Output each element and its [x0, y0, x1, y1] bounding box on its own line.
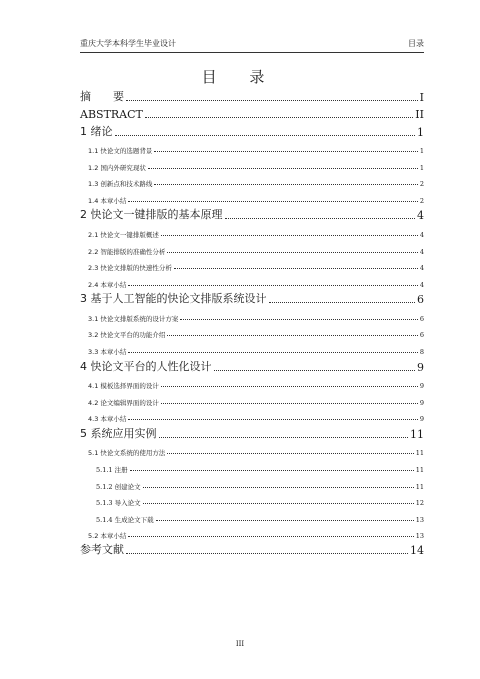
toc-entry-label: 5.1.4 生成论文下载: [96, 515, 154, 524]
toc-entry-page: 9: [417, 360, 424, 374]
toc-entry-page: 11: [415, 449, 424, 458]
toc-leader-dots: [128, 536, 413, 537]
toc-entry-label: 4.2 论文编辑界面的设计: [88, 398, 159, 407]
toc-leader-dots: [128, 352, 417, 353]
toc-leader-dots: [161, 235, 418, 236]
toc-entry-label: 3.3 本章小结: [88, 348, 127, 357]
toc-entry-page: 4: [419, 230, 424, 239]
toc-leader-dots: [167, 252, 417, 253]
toc-entry-page: 2: [419, 180, 424, 189]
header-left-text: 重庆大学本科学生毕业设计: [80, 39, 176, 48]
toc-entry[interactable]: [80, 407, 424, 424]
toc-leader-dots: [126, 553, 408, 554]
toc-leader-dots: [126, 100, 418, 101]
toc-leader-dots: [161, 403, 418, 404]
toc-leader-dots: [225, 218, 416, 219]
toc-leader-dots: [148, 168, 418, 169]
toc-leader-dots: [214, 370, 416, 371]
toc-entry[interactable]: [80, 524, 424, 541]
toc-entry[interactable]: [80, 256, 424, 273]
toc-entry-page: 2: [419, 196, 424, 205]
toc-leader-dots: [161, 386, 418, 387]
toc-leader-dots: [154, 151, 417, 152]
toc-entry[interactable]: [80, 339, 424, 356]
toc-entry[interactable]: [80, 121, 424, 139]
toc-entry-page: 1: [419, 163, 424, 172]
toc-entry[interactable]: [80, 272, 424, 289]
toc-entry-page: 13: [415, 515, 424, 524]
toc-entry[interactable]: [80, 491, 424, 508]
toc-entry[interactable]: [80, 356, 424, 374]
toc-entry-page: 11: [415, 466, 424, 474]
toc-entry-label: 2.3 快论文排版的快速性分析: [88, 264, 172, 273]
toc-entry[interactable]: [80, 289, 424, 307]
toc-entry-page: 9: [419, 415, 424, 424]
toc-leader-dots: [143, 487, 414, 488]
toc-entry-label: 3.2 快论文平台的功能介绍: [88, 331, 166, 340]
toc-entry[interactable]: [80, 205, 424, 223]
toc-leader-dots: [167, 335, 417, 336]
toc-entry-label: 3 基于人工智能的快论文排版系统设计: [80, 292, 267, 306]
toc-leader-dots: [154, 184, 417, 185]
toc-entry-page: 6: [419, 314, 424, 323]
toc-entry-page: I: [419, 91, 424, 104]
toc-leader-dots: [167, 453, 413, 454]
toc-leader-dots: [174, 268, 418, 269]
toc-entry-page: 14: [410, 544, 424, 558]
toc-entry[interactable]: [80, 239, 424, 256]
toc-leader-dots: [115, 135, 416, 136]
toc-entry[interactable]: [80, 474, 424, 491]
toc-entry-page: 4: [417, 209, 424, 223]
toc-entry[interactable]: [80, 507, 424, 524]
toc-entry-page: 4: [419, 247, 424, 256]
toc-entry-label: 1.1 快论文的选题背景: [88, 147, 153, 156]
toc-entry-label: 1.3 创新点和技术路线: [88, 180, 153, 189]
toc-entry[interactable]: [80, 155, 424, 172]
toc-entry[interactable]: [80, 423, 424, 441]
toc-entry[interactable]: [80, 104, 424, 121]
toc-leader-dots: [145, 117, 413, 118]
toc-entry-label: 4.1 模板选择界面的设计: [88, 382, 159, 391]
toc-entry[interactable]: [80, 306, 424, 323]
toc-entry-label: 4 快论文平台的人性化设计: [80, 359, 212, 373]
toc-entry-label: 2 快论文一键排版的基本原理: [80, 208, 223, 222]
toc-entry[interactable]: [80, 139, 424, 156]
toc-entry-label: 4.3 本章小结: [88, 415, 127, 424]
toc-leader-dots: [130, 470, 414, 471]
toc-entry-label: 5.1.2 创建论文: [96, 482, 141, 491]
toc-entry[interactable]: [80, 540, 424, 557]
toc-leader-dots: [180, 319, 417, 320]
toc-entry-page: 11: [415, 482, 424, 491]
toc-entry-label: 5 系统应用实例: [80, 426, 157, 440]
header-divider: [80, 52, 424, 53]
toc-entry-page: 8: [419, 348, 424, 357]
page-header: [80, 38, 424, 52]
toc-leader-dots: [128, 285, 417, 286]
toc-entry-page: 1: [417, 125, 424, 139]
toc-entry-label: 3.1 快论文排版系统的设计方案: [88, 314, 179, 323]
toc-leader-dots: [269, 302, 416, 303]
toc-leader-dots: [143, 503, 414, 504]
toc-entry[interactable]: [80, 457, 424, 474]
toc-entry[interactable]: [80, 390, 424, 407]
toc-entry-label: 5.1.1 注册: [96, 466, 128, 474]
page-title: 目 录: [201, 68, 279, 86]
toc-entry-page: 9: [419, 382, 424, 391]
toc-entry-page: II: [415, 108, 424, 121]
toc-entry-page: 6: [417, 293, 424, 307]
toc-entry-page: 11: [410, 427, 424, 441]
toc-leader-dots: [156, 520, 414, 521]
toc-entry-label: 2.4 本章小结: [88, 280, 127, 289]
toc-entry-label: 摘 要: [80, 90, 124, 103]
toc-entry[interactable]: [80, 323, 424, 340]
toc-entry-label: 2.2 智能排版的准确性分析: [88, 247, 166, 256]
toc-entry[interactable]: [80, 87, 424, 104]
toc-leader-dots: [128, 419, 417, 420]
toc-entry-label: 5.2 本章小结: [88, 532, 127, 541]
toc-entry-page: 6: [419, 331, 424, 340]
table-of-contents: [80, 87, 424, 557]
toc-leader-dots: [128, 201, 417, 202]
toc-entry-label: 1.4 本章小结: [88, 196, 127, 205]
header-right-text: 目录: [408, 39, 424, 48]
toc-entry-label: 5.1 快论文系统的使用方法: [88, 449, 166, 458]
toc-entry-label: 5.1.3 导入论文: [96, 499, 141, 508]
toc-leader-dots: [159, 437, 409, 438]
toc-entry-page: 1: [419, 147, 424, 156]
toc-entry[interactable]: [80, 441, 424, 458]
toc-entry-page: 12: [415, 499, 424, 508]
page-number: III: [235, 640, 245, 648]
toc-entry-label: 2.1 快论文一键排版概述: [88, 230, 159, 239]
toc-entry-label: 参考文献: [80, 543, 124, 557]
toc-entry[interactable]: [80, 374, 424, 391]
toc-entry-label: ABSTRACT: [80, 108, 143, 121]
toc-entry-page: 13: [415, 532, 424, 541]
toc-entry[interactable]: [80, 188, 424, 205]
toc-entry-label: 1.2 国内外研究现状: [88, 163, 146, 172]
toc-entry-label: 1 绪论: [80, 124, 113, 138]
toc-entry[interactable]: [80, 222, 424, 239]
toc-entry-page: 4: [419, 280, 424, 289]
toc-entry-page: 4: [419, 264, 424, 273]
toc-entry-page: 9: [419, 398, 424, 407]
toc-entry[interactable]: [80, 172, 424, 189]
